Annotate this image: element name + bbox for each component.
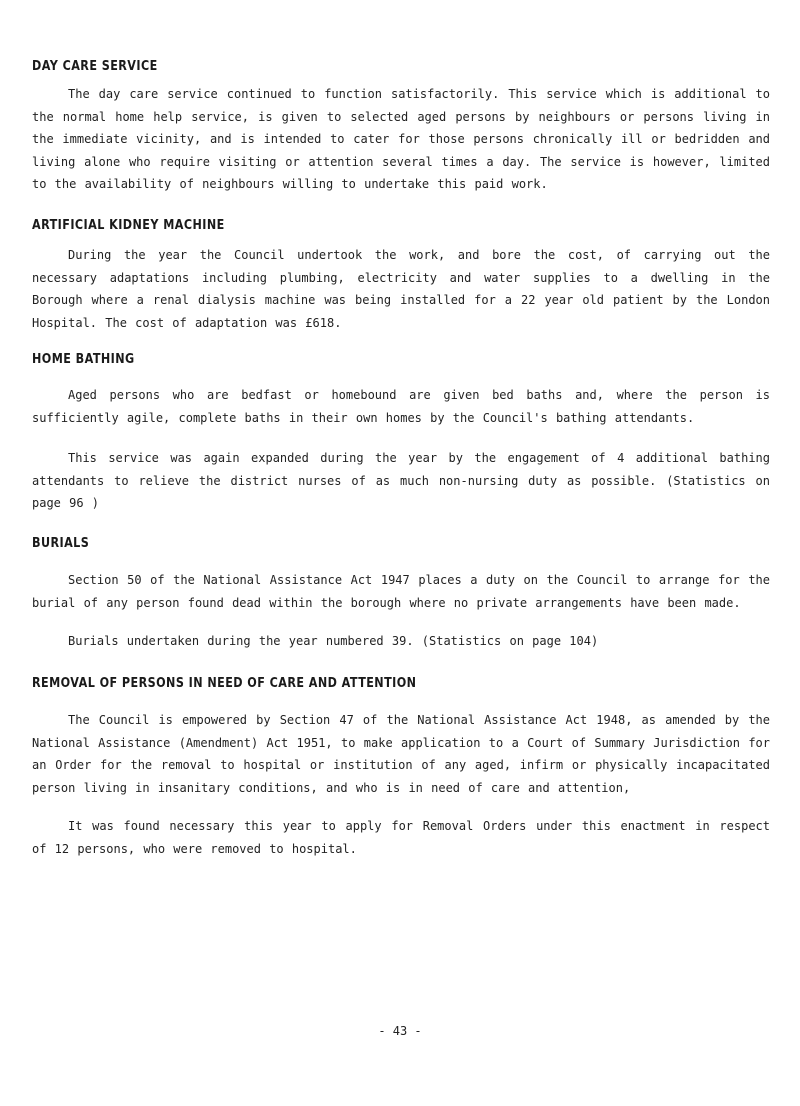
heading-artificial-kidney-machine: ARTIFICIAL KIDNEY MACHINE xyxy=(32,218,225,233)
paragraph-burials-1: Section 50 of the National Assistance Act 1947 places a duty on the Council to arrange for the burial of any person found dead within the borough where no private arrangements have been made. xyxy=(32,573,770,610)
paragraph-burials-2: Burials undertaken during the year numbered 39. (Statistics on page 104) xyxy=(68,634,599,648)
heading-home-bathing: HOME BATHING xyxy=(32,352,135,367)
page-number: - 43 - xyxy=(378,1024,422,1038)
paragraph-removal-of-persons-2: It was found necessary this year to apply for Removal Orders under this enactment in respect of 12 persons, who were removed to hospital. xyxy=(32,819,770,856)
heading-burials: BURIALS xyxy=(32,536,90,551)
heading-day-care-service: DAY CARE SERVICE xyxy=(32,59,158,74)
paragraph-removal-of-persons-1: The Council is empowered by Section 47 of the National Assistance Act 1948, as amended by the National Assistance (Amendment) Act 1951, to make application to a Court of Summary Jurisdiction for an Order for the removal to hospital or institution of any aged, infirm or physically incapacitated person living in insanitary conditions, and who is in need of care and attention, xyxy=(32,713,770,795)
paragraph-artificial-kidney-machine: During the year the Council undertook the work, and bore the cost, of carrying out the necessary adaptations including plumbing, electricity and water supplies to a dwelling in the Borough where a renal dialysis machine was being installed for a 22 year old patient by the London Hospital. The cost of adaptation was £618. xyxy=(32,248,770,330)
paragraph-day-care-service: The day care service continued to function satisfactorily. This service which is additional to the normal home help service, is given to selected aged persons by neighbours or persons living in the immediate vicinity, and is intended to cater for those persons chronically ill or bedridden and living alone who require visiting or attention several times a day. The service is however, limited to the availability of neighbours willing to undertake this paid work. xyxy=(32,87,770,191)
paragraph-home-bathing-1: Aged persons who are bedfast or homebound are given bed baths and, where the person is sufficiently agile, complete baths in their own homes by the Council's bathing attendants. xyxy=(32,388,770,425)
paragraph-home-bathing-2: This service was again expanded during the year by the engagement of 4 additional bathing attendants to relieve the district nurses of as much non-nursing duty as possible. (Statistics on page 96 ) xyxy=(32,451,770,510)
heading-removal-of-persons: REMOVAL OF PERSONS IN NEED OF CARE AND ATTENTION xyxy=(32,676,417,691)
